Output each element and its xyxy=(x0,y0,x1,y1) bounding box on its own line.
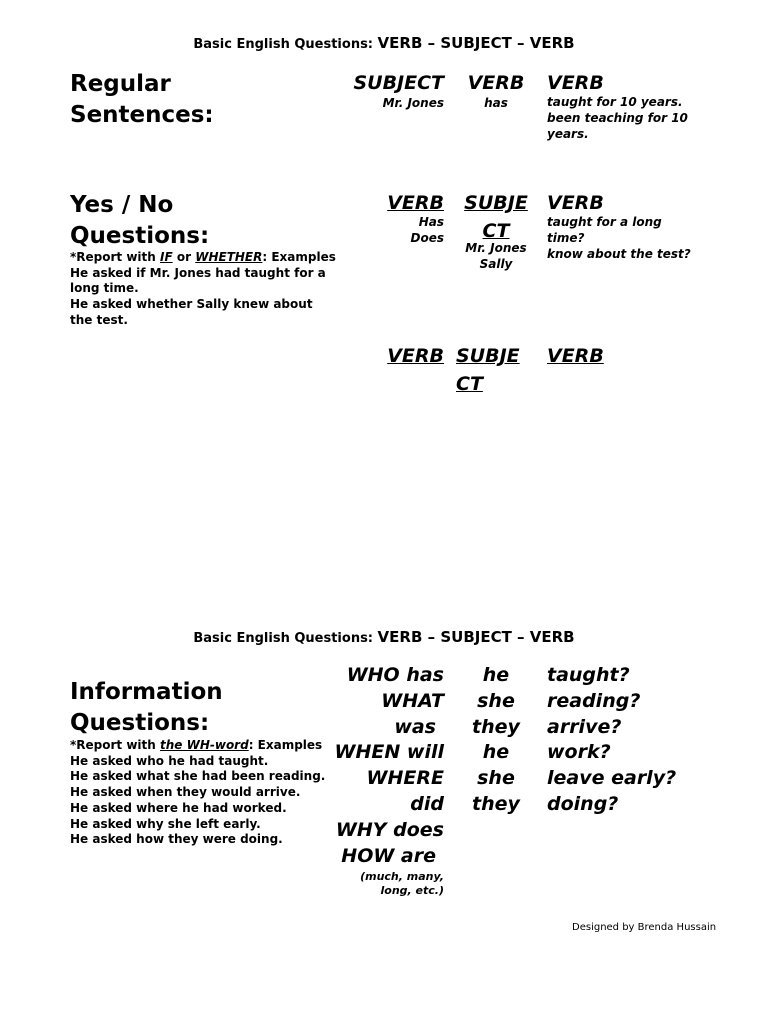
wh-words-column: WHO has WHAT was WHEN will WHERE did WHY does HOW are xyxy=(334,664,444,867)
page-title-2 xyxy=(0,628,768,646)
regular-subject-example: Mr. Jones xyxy=(382,96,444,110)
regular-col-verb2: VERB xyxy=(547,72,604,94)
page-title xyxy=(0,34,768,52)
template-col-verb2: VERB xyxy=(547,345,604,367)
template-col-subject: SUBJE CT xyxy=(456,345,520,395)
yesno-subject-examples: Mr. Jones Sally xyxy=(465,241,527,271)
info-notes: *Report with the WH-word: Examples He asked who he had taught. He asked what she had been reading. He asked when they would arrive. He asked where he had worked. He asked why she left early. He asked how they were doing. xyxy=(70,738,326,847)
wh-note: (much, many, long, etc.) xyxy=(360,870,444,897)
regular-col-verb1: VERB xyxy=(467,72,525,94)
credit-text: Designed by Brenda Hussain xyxy=(572,922,717,933)
yesno-verb2-examples: taught for a long time? know about the test? xyxy=(547,215,691,261)
info-heading: Information Questions: xyxy=(70,679,223,736)
title2-prefix: Basic English Questions: xyxy=(193,631,374,646)
yesno-heading: Yes / No Questions: xyxy=(70,192,210,249)
title2-formula: VERB – SUBJECT – VERB xyxy=(377,628,575,646)
yesno-col-verb1: VERB xyxy=(387,192,444,214)
regular-verb1-example: has xyxy=(484,96,508,110)
yesno-col-verb2: VERB xyxy=(547,192,604,214)
yesno-col-subject: SUBJE CT xyxy=(464,192,528,242)
yesno-verb1-examples: Has Does xyxy=(410,215,444,245)
yesno-notes: *Report with IF or WHETHER: Examples He asked if Mr. Jones had taught for a long time. He asked whether Sally knew about the test. xyxy=(70,250,336,327)
regular-col-subject: SUBJECT xyxy=(353,72,444,94)
verbs-column: taught? reading? arrive? work? leave early? doing? xyxy=(547,664,677,815)
template-col-verb1: VERB xyxy=(387,345,444,367)
title-prefix: Basic English Questions: xyxy=(193,37,374,52)
subjects-column: he she they he she they xyxy=(472,664,520,815)
regular-sentences-heading: Regular Sentences: xyxy=(70,71,214,128)
title-formula: VERB – SUBJECT – VERB xyxy=(377,34,575,52)
regular-verb2-examples: taught for 10 years. been teaching for 10 years. xyxy=(547,95,688,141)
